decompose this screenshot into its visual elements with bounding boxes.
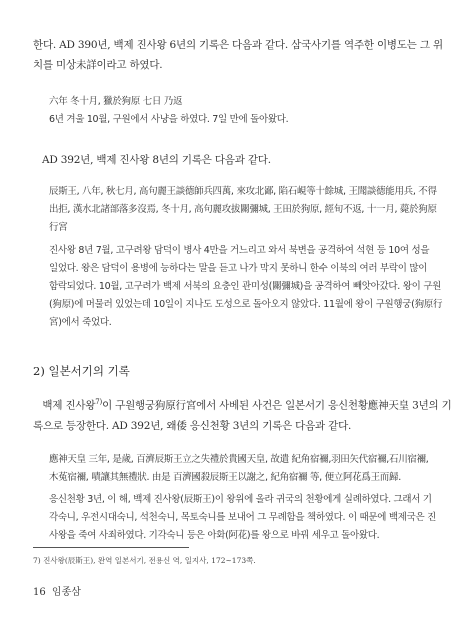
- quote-original: 辰斯王, 八年, 秋七月, 高句麗王談德師兵四萬, 來攻北鄙, 陷石峴等十餘城, 王聞談德能用兵, 不得: [49, 186, 437, 197]
- quote-block-1: [49, 93, 288, 129]
- footnote-divider: [33, 547, 189, 548]
- quote-block-2-translation: [49, 242, 442, 332]
- paragraph-nihon-shoki: [33, 392, 452, 436]
- quote-block-2: [49, 183, 437, 237]
- quote-original: 應神天皇 三年, 是歲, 百濟辰斯王立之失禮於貴國天皇, 故遣 紀角宿禰,羽田矢代宿禰,石川宿禰,: [49, 454, 429, 465]
- quote-original: 六年 冬十月, 獵於狗原 七日 乃返: [49, 96, 183, 107]
- text-line: 록으로 등장한다. AD 392년, 왜倭 응신천황 3년의 기록은 다음과 같다.: [33, 419, 352, 432]
- quote-translation: 6년 겨울 10월, 구원에서 사냥을 하였다. 7일 만에 돌아왔다.: [49, 114, 289, 125]
- quote-translation: (狗原)에 머물러 있었는데 10일이 지나도 도성으로 돌아오지 않았다. 11월에 왕이 구원행궁(狗原行: [49, 299, 443, 310]
- section-heading: 2) 일본서기의 기록: [33, 364, 130, 378]
- quote-block-3-translation: [49, 491, 436, 545]
- text-segment: 이 구원행궁狗原行宮에서 사베된 사건은 일본서기 응신천황應神天皇 3년의 기: [102, 399, 452, 412]
- text-line: 치를 미상未詳이라고 하였다.: [33, 59, 163, 71]
- quote-translation: 각숙니, 우전시대숙니, 석천숙니, 목토숙니를 보내어 그 무례함을 책하였다. 이 때문에 백제국은 진: [49, 512, 437, 523]
- quote-block-3: [49, 451, 429, 487]
- text-line: AD 392년, 백제 진사왕 8년의 기록은 다음과 같다.: [42, 154, 271, 166]
- quote-translation: 宮)에서 죽었다.: [49, 317, 112, 328]
- quote-original: 出拒, 漢水北諸部落多沒焉, 冬十月, 高句麗攻拔關彌城, 王田於狗原, 經旬不返, 十一月, 薨於狗原: [49, 204, 437, 215]
- quote-translation: 사왕을 죽여 사죄하였다. 기각숙니 등은 아화(阿花)를 왕으로 바꿔 세우고 돌아왔다.: [49, 530, 380, 541]
- quote-original: 行宮: [49, 222, 68, 233]
- paragraph-392: [42, 150, 271, 170]
- quote-translation: 응신천황 3년, 이 해, 백제 진사왕(辰斯王)이 왕위에 올라 귀국의 천황에게 실례하였다. 그래서 기: [49, 494, 432, 505]
- quote-translation: 진사왕 8년 7월, 고구려왕 담덕이 병사 4만을 거느리고 와서 북변을 공격하여 석현 등 10여 성을: [49, 245, 430, 256]
- footnote: 7) 진사왕(辰斯王), 완역 일본서기, 전용신 역, 일지사, 172~173쪽.: [33, 556, 256, 565]
- paragraph-intro: [33, 35, 443, 75]
- folio: [33, 586, 81, 600]
- quote-translation: 일었다. 왕은 담덕이 용병에 능하다는 말을 듣고 나가 막지 못하니 한수 이북의 여러 부락이 많이: [49, 263, 428, 274]
- running-head: 임종삼: [51, 587, 81, 598]
- page-number: 16: [33, 587, 46, 598]
- text-line: 한다. AD 390년, 백제 진사왕 6년의 기록은 다음과 같다. 삼국사기를 역주한 이병도는 그 위: [33, 39, 443, 51]
- quote-original: 木菟宿禰, 嘖讓其無禮狀. 由是 百濟國殺辰斯王以謝之, 紀角宿禰 等, 便立阿花爲王而歸.: [49, 472, 401, 483]
- text-segment: 백제 진사왕: [42, 399, 96, 412]
- quote-translation: 함락되었다. 10월, 고구려가 백제 서북의 요충인 관미성(關彌城)을 공격하여 빼앗아갔다. 왕이 구원: [49, 281, 441, 292]
- text-line: [33, 392, 452, 416]
- footnote-ref[interactable]: 7): [95, 398, 103, 406]
